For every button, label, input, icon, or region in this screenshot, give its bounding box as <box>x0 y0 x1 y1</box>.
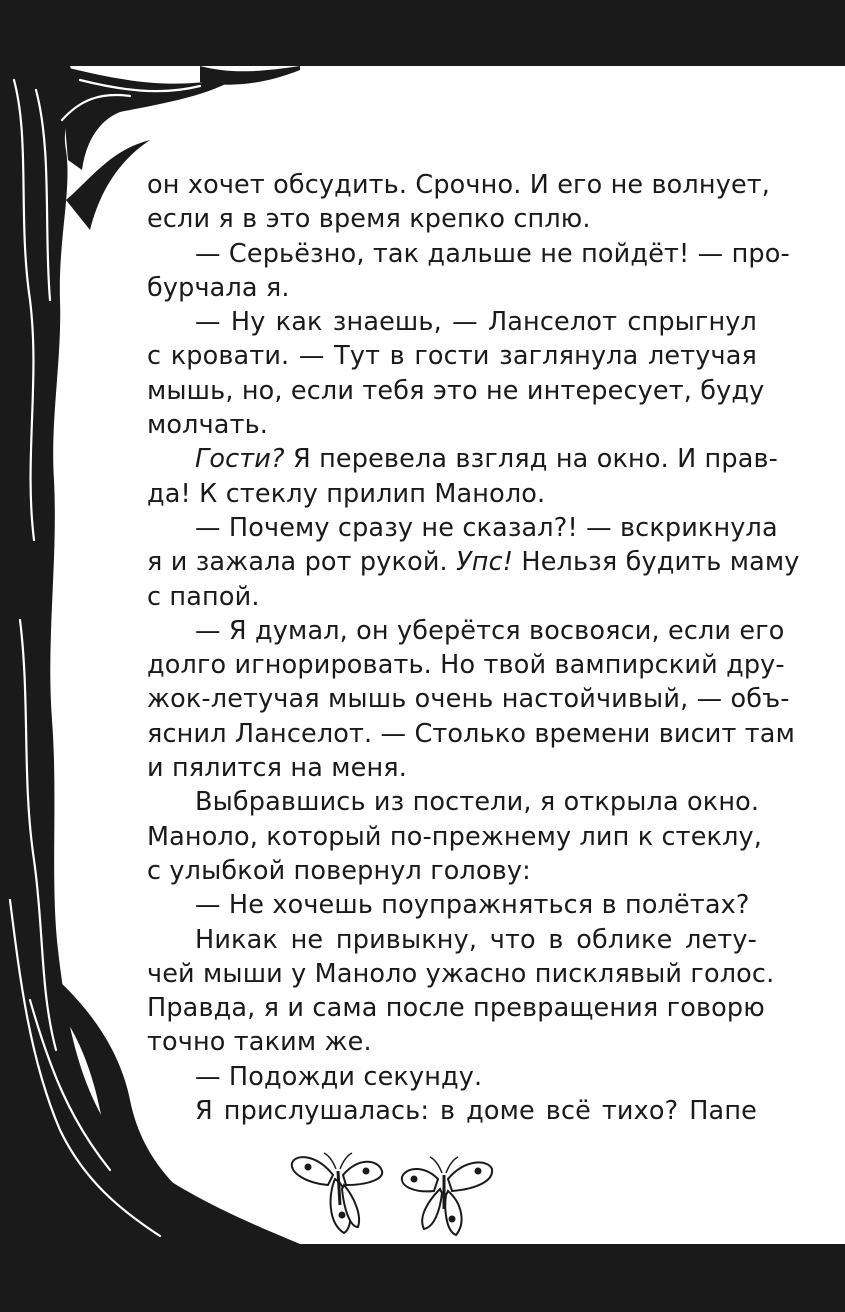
text-line <box>147 271 757 305</box>
text-line <box>147 477 757 511</box>
text-line <box>147 305 757 339</box>
text-line <box>147 237 790 271</box>
text-segment: точно таким же. <box>147 1027 372 1058</box>
text-line <box>147 1060 757 1094</box>
text-segment: бурчала я. <box>147 272 290 303</box>
text-line <box>147 682 790 716</box>
text-line <box>147 717 795 751</box>
text-segment: — Ну как знаешь, — Ланселот спрыгнул <box>195 307 757 338</box>
text-line <box>147 442 779 476</box>
text-line <box>147 545 800 579</box>
text-segment: чей мыши у Маноло ужасно писклявый голос. <box>147 958 775 989</box>
text-line <box>147 1025 757 1059</box>
text-segment: яснил Ланселот. — Столько времени висит там <box>147 718 795 749</box>
moths-illustration <box>288 1145 498 1240</box>
text-segment: да! К стеклу прилип Маноло. <box>147 478 546 509</box>
text-segment: если я в это время крепко сплю. <box>147 204 591 235</box>
text-segment: он хочет обсудить. Срочно. И его не волнует, <box>147 170 771 200</box>
text-segment: — Подожди секунду. <box>195 1061 483 1092</box>
text-line <box>147 888 757 922</box>
text-segment: я и зажала рот рукой. <box>147 547 448 578</box>
text-line <box>147 511 778 545</box>
text-segment: Я перевела взгляд на окно. И прав- <box>292 444 779 475</box>
italic-word: Гости? <box>195 444 285 475</box>
text-line <box>147 820 763 854</box>
italic-word: Упс! <box>456 547 514 578</box>
text-segment: — Серьёзно, так дальше не пойдёт! — про- <box>195 238 790 269</box>
text-line <box>147 648 785 682</box>
text-line <box>147 614 785 648</box>
text-line <box>147 1094 757 1128</box>
text-line <box>147 785 760 819</box>
text-line <box>147 374 765 408</box>
moth-right-icon <box>402 1157 492 1235</box>
text-line <box>147 957 775 991</box>
text-segment: жок-летучая мышь очень настойчивый, — объ- <box>147 684 790 715</box>
text-segment: Маноло, который по-прежнему лип к стеклу, <box>147 821 763 852</box>
text-line <box>147 854 757 888</box>
text-line <box>147 408 757 442</box>
text-segment: с улыбкой повернул голову: <box>147 855 531 886</box>
text-segment: Нельзя будить маму <box>521 547 800 578</box>
text-line <box>147 168 771 202</box>
text-segment: — Почему сразу не сказал?! — вскрикнула <box>195 512 778 543</box>
text-line <box>147 202 757 236</box>
text-line <box>147 923 757 957</box>
text-segment: Я прислушалась: в доме всё тихо? Папе <box>195 1096 757 1127</box>
text-segment: с папой. <box>147 581 260 612</box>
text-segment: — Не хочешь поупражняться в полётах? <box>195 890 750 921</box>
text-segment: долго игнорировать. Но твой вампирский дру- <box>147 650 785 681</box>
text-segment: и пялится на меня. <box>147 753 408 784</box>
text-segment: — Я думал, он уберётся восвояси, если его <box>195 615 785 646</box>
text-segment: Выбравшись из постели, я открыла окно. <box>195 787 760 818</box>
text-segment: с кровати. — Тут в гости заглянула летучая <box>147 341 757 372</box>
text-line <box>147 339 757 373</box>
text-line <box>147 751 757 785</box>
text-line <box>147 580 757 614</box>
text-segment: Никак не привыкну, что в облике лету- <box>195 924 757 955</box>
text-segment: Правда, я и сама после превращения говорю <box>147 993 765 1024</box>
text-line <box>147 991 765 1025</box>
body-text <box>147 168 800 1128</box>
text-segment: молчать. <box>147 410 269 441</box>
moth-left-icon <box>292 1153 382 1233</box>
text-segment: мышь, но, если тебя это не интересует, буду <box>147 375 765 406</box>
